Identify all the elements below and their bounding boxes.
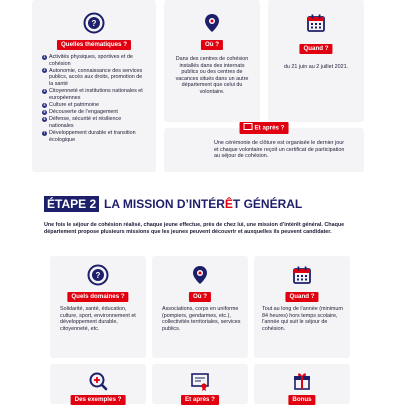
mission-when-card xyxy=(254,256,350,358)
themes-tag: Quelles thématiques ? xyxy=(57,40,131,50)
step-title xyxy=(104,196,302,212)
theme-number-badge: 5 xyxy=(43,109,46,114)
theme-label: Citoyenneté et institutions nationales et européennes xyxy=(49,88,143,101)
theme-list-item xyxy=(42,54,146,67)
mission-where-card xyxy=(152,256,248,358)
examples-tag: Des exemples ? xyxy=(71,395,126,405)
question-icon xyxy=(83,12,105,34)
theme-list-item xyxy=(42,130,146,143)
mission-when-text: Tout au long de l’année (minimum 84 heures) hors temps scolaire, l’année qui suit le séjour de cohésion. xyxy=(262,306,343,332)
svg-text:?: ? xyxy=(95,271,101,280)
certificate-icon xyxy=(189,370,211,392)
when-tag: Quand ? xyxy=(299,44,332,54)
bonus-card xyxy=(254,364,350,404)
when-text: du 21 juin au 2 juillet 2021. xyxy=(283,64,349,70)
theme-label: Découverte de l’engagement xyxy=(49,109,118,116)
calendar-icon xyxy=(305,12,327,34)
theme-number-badge: 6 xyxy=(43,116,46,121)
theme-list-item xyxy=(42,116,146,129)
step-badge: ÉTAPE 2 xyxy=(44,196,99,212)
domains-card xyxy=(50,256,146,358)
mission-where-tag: Où ? xyxy=(189,292,211,302)
theme-number-badge: 2 xyxy=(43,68,46,73)
theme-label: Autonomie, connaissance des services publics, accès aux droits, promotion de la santé xyxy=(49,67,143,87)
step-title-post: T GÉNÉRAL xyxy=(232,197,303,211)
mission-where-text: Associations, corps en uniforme (pompiers, gendarmes, etc.), collectivités territoriales, services publics. xyxy=(162,306,241,332)
after-card xyxy=(164,124,364,172)
themes-list xyxy=(42,54,146,144)
location-pin-icon xyxy=(189,264,211,286)
where-text: Dans des centres de cohésion installés dans des internats publics ou des centres de vacances situés dans un autre département que celui du volontaire. xyxy=(175,56,249,95)
mission-after-card xyxy=(152,364,248,404)
themes-card xyxy=(32,0,156,172)
theme-number-badge: 3 xyxy=(43,88,46,93)
theme-list-item xyxy=(42,109,146,116)
step-title-accent: Ê xyxy=(224,197,233,211)
theme-label: Activités physiques, sportives et de cohésion xyxy=(49,54,133,67)
where-card xyxy=(164,0,260,122)
mission-after-tag: Et après ? xyxy=(181,395,219,405)
bonus-tag: Bonus xyxy=(288,395,315,405)
theme-list-item xyxy=(42,88,146,101)
theme-number-badge: 4 xyxy=(43,102,46,107)
question-icon xyxy=(87,264,109,286)
after-tag-label: Et après ? xyxy=(254,124,285,132)
svg-text:?: ? xyxy=(91,19,97,28)
theme-list-item xyxy=(42,68,146,88)
theme-label: Défense, sécurité et résilience nationales xyxy=(49,116,122,129)
examples-card xyxy=(50,364,146,404)
theme-label: Développement durable et transition écologique xyxy=(49,130,136,143)
after-text: Une cérémonie de clôture est organisée le dernier jour et chaque volontaire reçoit un certificat de participation au séjour de cohésion. xyxy=(214,140,345,160)
step2-intro: Une fois le séjour de cohésion réalisé, chaque jeune effectue, près de chez lui, une mission d’intérêt général. Chaque département propose plusieurs missions que les jeunes peuvent découvrir et auxquelles ils peuvent candidater. xyxy=(44,222,345,235)
location-pin-icon xyxy=(201,12,223,34)
theme-number-badge: 1 xyxy=(43,54,46,59)
mission-when-tag: Quand ? xyxy=(285,292,318,302)
step-title-pre: LA MISSION D’INTÉR xyxy=(104,197,225,211)
domains-text: Solidarité, santé, éducation, culture, sport, environnement et développement durable, citoyenneté, etc. xyxy=(60,306,136,332)
certificate-icon xyxy=(244,123,253,130)
where-tag: Où ? xyxy=(201,40,223,50)
when-card xyxy=(268,0,364,122)
theme-label: Culture et patrimoine xyxy=(49,101,100,108)
magnifier-plus-icon xyxy=(87,370,109,392)
theme-number-badge: 7 xyxy=(43,130,46,135)
gift-icon xyxy=(291,370,313,392)
domains-tag: Quels domaines ? xyxy=(67,292,128,302)
calendar-icon xyxy=(291,264,313,286)
theme-list-item xyxy=(42,102,146,109)
after-tag xyxy=(240,122,289,134)
